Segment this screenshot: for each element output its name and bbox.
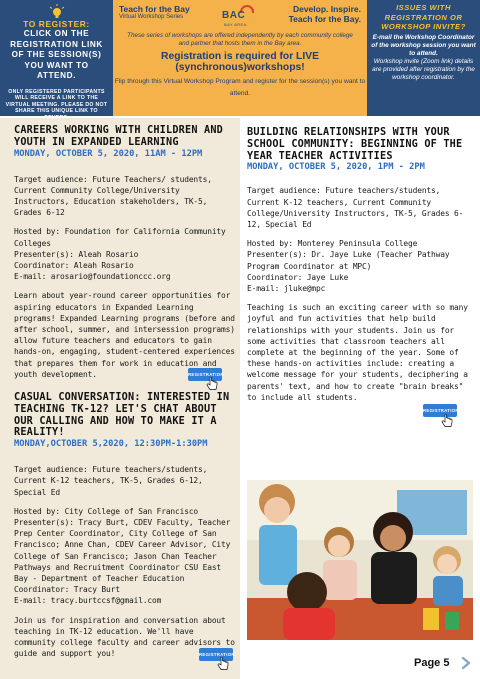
email-line: E-mail: jluke@mpc (247, 284, 326, 294)
lightbulb-icon (47, 4, 67, 18)
tagline (289, 4, 361, 24)
registration-button-casual[interactable]: REGISTRATION (199, 648, 233, 661)
register-instructions: CLICK ON THE REGISTRATION LINK OF THE SESSION(S) YOU WANT TO ATTEND. (10, 29, 103, 80)
session-title: CASUAL CONVERSATION: INTERESTED IN TEACHING TK-12? LET'S CHAT ABOUT OUR CALLING AND HOW TO MAKE IT A REALITY! (14, 392, 230, 439)
brand-block (119, 4, 190, 20)
session-title: CAREERS WORKING WITH CHILDREN AND YOUTH IN EXPANDED LEARNING (14, 125, 224, 148)
pointer-hand-icon (206, 377, 218, 391)
coordinator-line: Coordinator: Aleah Rosario (14, 261, 134, 271)
presenter-line: Presenter(s): Tracy Burt, CDEV Faculty, Teacher Prep Center Coordinator, City College of San Francisco; Anne Chan, CDEV Career Advisor, City College of San Francisco; Jason Chan Teacher Pathways and Recruitment Coordinator CSU East Bay - Department of Teacher Education (14, 518, 231, 584)
brand-title: Teach for the Bay (119, 4, 190, 14)
email-line: E-mail: arosario@foundationccc.org (14, 272, 171, 282)
bac-logo (220, 4, 260, 28)
session-description: Teaching is such an exciting career with so many joyful and fun activities that help build relationships with your students. Join us for some activities that classroom teachers all complete at the beginning of the year. Some of these hands-on activities include: creating a welcome message for your students, deciphering a parents' text, and how to create "brain breaks" to include all students. (247, 303, 468, 402)
host-line: Hosted by: Foundation for California Community Colleges (14, 227, 226, 248)
session-date: MONDAY, OCTOBER 5, 2020, 1PM - 2PM (247, 162, 425, 173)
host-line: Hosted by: Monterey Peninsula College (247, 239, 418, 249)
program-info-panel (113, 0, 367, 116)
session-host (247, 238, 474, 294)
registration-required-line-1: Registration is required for LIVE (161, 51, 319, 63)
coordinator-line: Coordinator: Jaye Luke (247, 272, 349, 282)
session-date: MONDAY,OCTOBER 5,2020, 12:30PM-1:30PM (14, 439, 208, 450)
issues-email-line: E-mail the Workshop Coordinator of the workshop session you want to attend. (371, 33, 476, 57)
logo-word: BAC (222, 10, 246, 21)
coordinator-line: Coordinator: Tracy Burt (14, 585, 120, 595)
tagline-line-2: Teach for the Bay. (288, 14, 361, 24)
session-host (14, 506, 236, 607)
classroom-photo (247, 480, 473, 640)
session-audience: Target audience: Future Teachers/ students, Current Community College/University Instructors, Education stakeholders, TK-5, Grades 6-12 (14, 174, 212, 218)
register-title: TO REGISTER: (23, 19, 90, 29)
host-line: Hosted by: City College of San Francisco (14, 506, 199, 516)
issues-question: ISSUES WITH REGISTRATION OR WORKSHOP INVITE? (381, 3, 466, 32)
register-note: ONLY REGISTERED PARTICIPANTS WILL RECEIVE A LINK TO THE VIRTUAL MEETING. PLEASE DO NOT SHARE THIS UNIQUE LINK TO (5, 88, 108, 115)
brand-subtitle: Virtual Workshop Series (119, 14, 184, 20)
session-date: MONDAY, OCTOBER 5, 2020, 11AM - 12PM (14, 148, 203, 159)
program-header (0, 0, 480, 116)
session-audience: Target audience: Future teachers/students, Current K-12 teachers, TK-5, Grades 6-12, Special Ed (14, 465, 208, 497)
presenter-line: Presenter(s): Dr. Jaye Luke (Teacher Pathway Program Coordinator at MPC) (247, 250, 450, 271)
session-description: Join us for inspiration and conversation about teaching in TK-12 education. We'll have community college faculty and career advisors to guide and support you! (14, 615, 235, 659)
flip-instructions: Flip through this Virtual Workshop Program and register for the session(s) you want to attend. (114, 78, 366, 98)
series-description: These series of workshops are offered independently by each community college and partner that hosts them in the Bay area. (127, 32, 353, 47)
pointer-hand-icon (217, 657, 229, 671)
pointer-hand-icon (441, 414, 453, 428)
session-building-relationships (247, 127, 474, 403)
presenter-line: Presenter(s): Aleah Rosario (14, 249, 139, 259)
issues-invite-note: Workshop invite (Zoom link) details are provided after registration by the workshop coordinator. (372, 57, 475, 81)
next-page-arrow-icon[interactable] (459, 656, 473, 670)
session-title: BUILDING RELATIONSHIPS WITH YOUR SCHOOL COMMUNITY: BEGINNING OF THE YEAR TEACHER ACTIVITIES (247, 127, 463, 162)
registration-required-line-2: (synchronous)workshops! (175, 62, 305, 74)
register-panel (0, 0, 113, 116)
session-careers (14, 125, 236, 380)
session-audience: Target audience: Future teachers/students, Current K-12 teachers, Current Community College/University Instructors, TK-5, Grades 6-12, Special Ed (247, 186, 464, 229)
registration-button-building[interactable]: REGISTRATION (423, 404, 457, 417)
registration-required (113, 51, 367, 73)
logo-subtext: BAY AREA (224, 22, 247, 27)
session-description: Learn about year-round career opportunities for aspiring educators in Expanded Learning programs! Expanded Learning programs (before and after school, summer, and intersession programs) allow future teachers and educators to gain hands-on, engaging, student-centered experiences that prepares them for work in education and youth development. (14, 291, 235, 379)
session-casual-conversation (14, 392, 236, 659)
session-host (14, 226, 236, 282)
tagline-line-1: Develop. Inspire. (292, 4, 361, 14)
email-line: E-mail: tracy.burtccsf@gmail.com (14, 596, 162, 606)
issues-panel (367, 0, 480, 116)
page-number: Page 5 (414, 657, 450, 669)
registration-button-careers[interactable]: REGISTRATION (188, 368, 222, 381)
